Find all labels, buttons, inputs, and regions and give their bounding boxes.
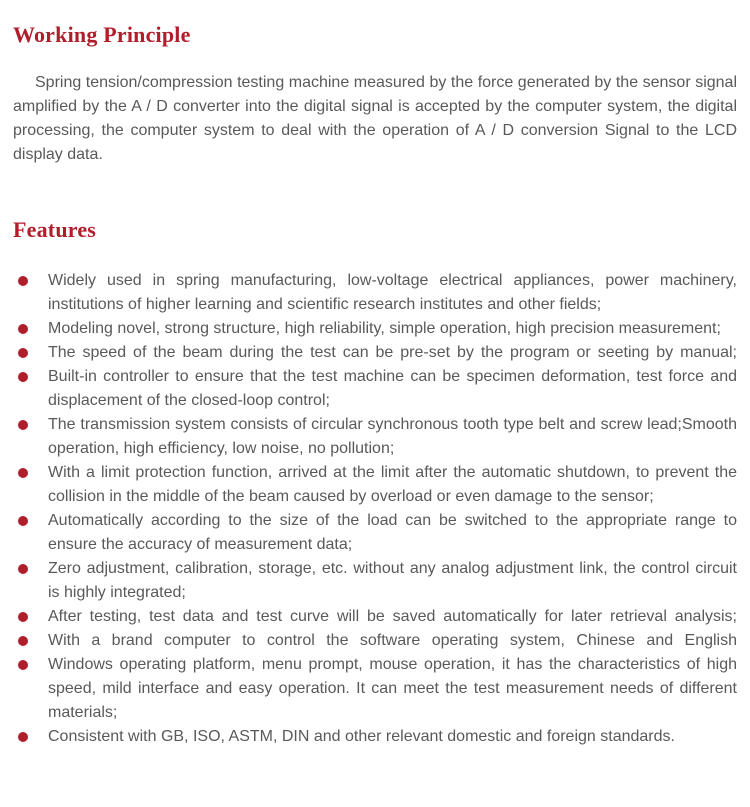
bullet-icon (18, 348, 28, 358)
bullet-icon (18, 636, 28, 646)
feature-item (13, 557, 737, 605)
bullet-icon (18, 468, 28, 478)
feature-item (13, 509, 737, 557)
feature-item (13, 341, 737, 365)
feature-item-text: Consistent with GB, ISO, ASTM, DIN and other relevant domestic and foreign standards. (48, 727, 675, 745)
feature-item-text: With a limit protection function, arrived at the limit after the automatic shutdown, to prevent the collision in the middle of the beam caused by overload or even damage to the sensor; (48, 463, 737, 505)
features-list (13, 269, 737, 749)
features-section (13, 217, 737, 748)
feature-item (13, 629, 737, 653)
feature-item-text: Windows operating platform, menu prompt, mouse operation, it has the characteristics of high speed, mild interface and easy operation. It can meet the test measurement needs of different materials; (48, 655, 737, 721)
bullet-icon (18, 516, 28, 526)
feature-item-text: Automatically according to the size of the load can be switched to the appropriate range to ensure the accuracy of measurement data; (48, 511, 737, 553)
feature-item (13, 653, 737, 725)
feature-item (13, 365, 737, 413)
feature-item-text: The speed of the beam during the test can be pre-set by the program or seeting by manual; (48, 343, 737, 361)
bullet-icon (18, 564, 28, 574)
bullet-icon (18, 612, 28, 622)
working-principle-paragraph: Spring tension/compression testing machine measured by the force generated by the sensor signal amplified by the A / D converter into the digital signal is accepted by the computer system, the digital processing, the computer system to deal with the operation of A / D conversion Signal to the LCD display data. (13, 74, 737, 164)
feature-item-text: Zero adjustment, calibration, storage, etc. without any analog adjustment link, the control circuit is highly integrated; (48, 559, 737, 601)
feature-item (13, 269, 737, 317)
bullet-icon (18, 276, 28, 286)
bullet-icon (18, 372, 28, 382)
feature-item (13, 413, 737, 461)
bullet-icon (18, 420, 28, 430)
bullet-icon (18, 324, 28, 334)
feature-item (13, 605, 737, 629)
bullet-icon (18, 660, 28, 670)
feature-item-text: The transmission system consists of circular synchronous tooth type belt and screw lead;Smooth operation, high efficiency, low noise, no pollution; (48, 415, 737, 457)
feature-item-text: After testing, test data and test curve will be saved automatically for later retrieval analysis; (48, 607, 737, 625)
feature-item-text: Built-in controller to ensure that the test machine can be specimen deformation, test force and displacement of the closed-loop control; (48, 367, 737, 409)
working-principle-section (13, 0, 737, 167)
feature-item (13, 725, 737, 749)
features-heading: Features (13, 217, 97, 243)
feature-item-text: Modeling novel, strong structure, high reliability, simple operation, high precision measurement; (48, 319, 721, 337)
bullet-icon (18, 732, 28, 742)
feature-item-text: Widely used in spring manufacturing, low-voltage electrical appliances, power machinery, institutions of higher learning and scientific research institutes and other fields; (48, 271, 737, 313)
working-principle-heading: Working Principle (13, 22, 191, 47)
feature-item-text: With a brand computer to control the software operating system, Chinese and English (48, 631, 737, 649)
feature-item (13, 317, 737, 341)
feature-item (13, 461, 737, 509)
